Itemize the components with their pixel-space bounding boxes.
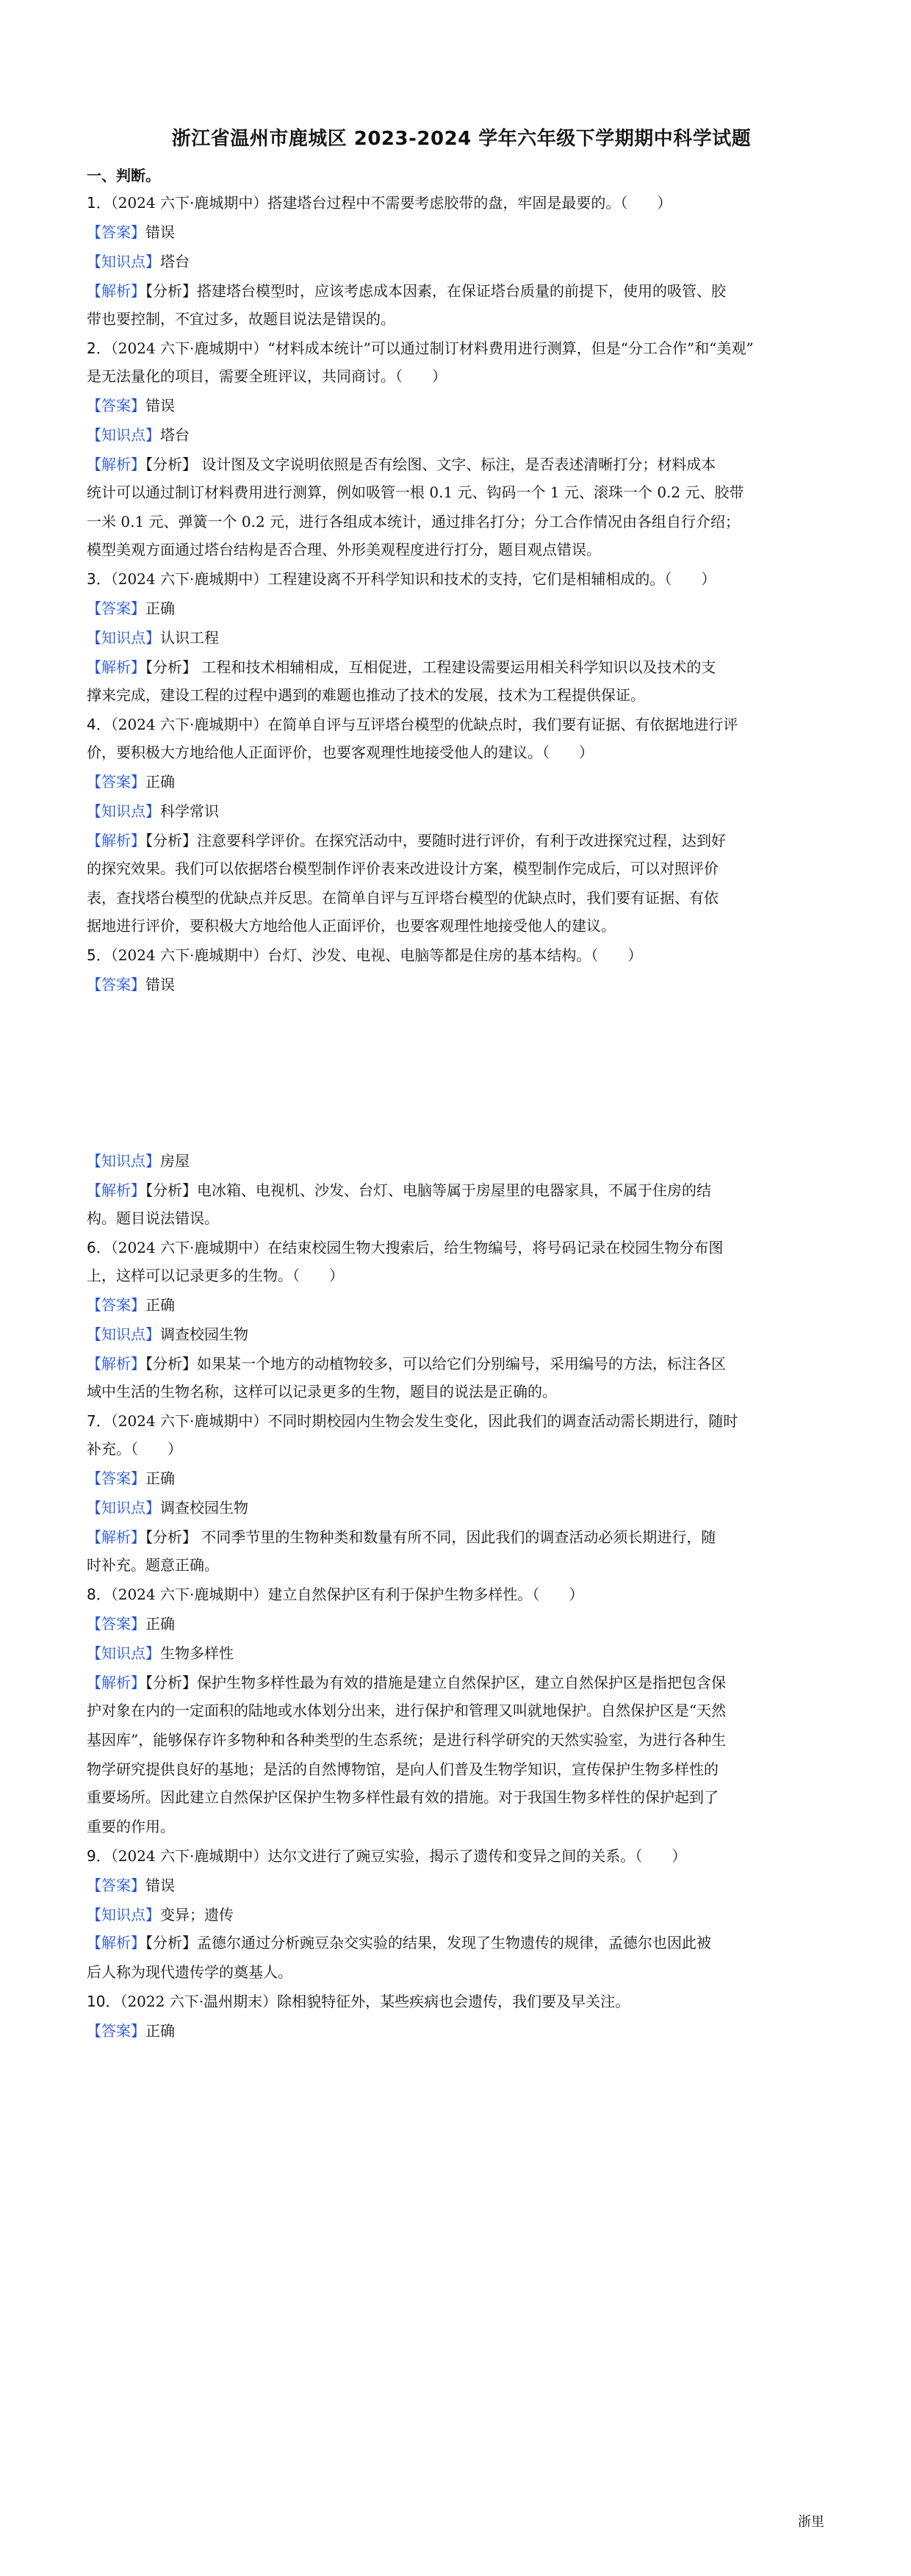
text-line: [87, 859, 836, 878]
line-text: 错误: [145, 397, 175, 414]
line-text: 错误: [145, 223, 175, 241]
analysis-tag: 【解析】: [87, 1674, 145, 1691]
line-text: 正确: [145, 1296, 175, 1314]
knowledge-point-line: [87, 628, 836, 647]
question-line: [87, 569, 836, 589]
question-line: [87, 193, 836, 212]
line-text: 不同季节里的生物种类和数量有所不同，因此我们的调查活动必须长期进行，随: [197, 1528, 716, 1546]
text-line: [87, 540, 836, 559]
line-text: （2024 六下·鹿城期中）搭建塔台过程中不需要考虑胶带的盘，牢固是最要的。（ ）: [110, 194, 672, 212]
answer-line: [87, 975, 836, 994]
text-line: [87, 1439, 836, 1458]
line-text: 科学常识: [160, 802, 219, 820]
line-text: 统计可以通过制订材料费用进行测算，例如吸管一根 0.1 元、钩码一个 1 元、滚珠一个 0.2 元、胶带: [87, 483, 744, 501]
answer-tag: 【答案】: [87, 600, 145, 617]
line-text: 如果某一个地方的动植物较多，可以给它们分别编号，采用编号的方法，标注各区: [197, 1355, 726, 1372]
text-line: [87, 1266, 836, 1285]
analysis-line: [87, 1181, 836, 1200]
line-text: 后人称为现代遗传学的奠基人。: [87, 1963, 292, 1981]
knowledge-tag: 【知识点】: [87, 802, 160, 820]
answer-line: [87, 772, 836, 791]
line-text: 错误: [145, 976, 175, 993]
answer-line: [87, 1469, 836, 1488]
line-text: 调查校园生物: [160, 1325, 248, 1343]
knowledge-tag: 【知识点】: [87, 253, 160, 270]
line-text: 补充。（ ）: [87, 1440, 182, 1458]
answer-line: [87, 1876, 836, 1895]
line-text: （2024 六下·鹿城期中）建立自然保护区有利于保护生物多样性。（ ）: [110, 1586, 584, 1603]
answer-tag: 【答案】: [87, 223, 145, 241]
line-text: 重要的作用。: [87, 1818, 175, 1835]
answer-tag: 【答案】: [87, 397, 145, 414]
analysis-tag: 【解析】: [87, 1528, 145, 1546]
knowledge-point-line: [87, 1644, 836, 1663]
line-text: 基因库”，能够保存许多物种和各种类型的生态系统；是进行科学研究的天然实验室，为进行各种生: [87, 1731, 727, 1749]
answer-line: [87, 223, 836, 242]
text-line: [87, 743, 836, 762]
line-text: （2024 六下·鹿城期中）“材料成本统计”可以通过制订材料费用进行测算，但是“分工合作”和“美观”: [110, 339, 754, 357]
analysis-line: [87, 455, 836, 474]
question-line: [87, 946, 836, 965]
knowledge-point-line: [87, 425, 836, 445]
text-line: [87, 1209, 836, 1228]
line-text: 带也要控制，不宜过多，故题目说法是错误的。: [87, 310, 395, 328]
question-number: 10．: [87, 1993, 120, 2010]
knowledge-point-line: [87, 252, 836, 271]
text-line: [87, 1760, 836, 1779]
line-text: 电冰箱、电视机、沙发、台灯、电脑等属于房屋里的电器家具，不属于住房的结: [197, 1181, 711, 1199]
line-text: 正确: [145, 1469, 175, 1487]
analysis-line: [87, 281, 836, 301]
fenxi-tag: 【分析】: [145, 658, 197, 676]
line-text: （2024 六下·鹿城期中）在简单自评与互评塔台模型的优缺点时，我们要有证据、有依据地进行评: [110, 716, 738, 733]
line-text: 是无法量化的项目，需要全班评议，共同商讨。（ ）: [87, 367, 447, 385]
analysis-tag: 【解析】: [87, 1934, 145, 1951]
analysis-line: [87, 1673, 836, 1692]
knowledge-point-line: [87, 1325, 836, 1344]
knowledge-tag: 【知识点】: [87, 1499, 160, 1517]
text-line: [87, 1555, 836, 1575]
line-text: 孟德尔通过分析豌豆杂交实验的结果，发现了生物遗传的规律，孟德尔也因此被: [197, 1934, 711, 1951]
knowledge-point-line: [87, 1498, 836, 1517]
line-text: 塔台: [160, 426, 190, 444]
line-text: （2024 六下·鹿城期中）达尔文进行了豌豆实验，揭示了遗传和变异之间的关系。（ ）: [110, 1847, 687, 1865]
answer-tag: 【答案】: [87, 976, 145, 993]
line-text: 上，这样可以记录更多的生物。（ ）: [87, 1267, 344, 1284]
line-text: 保护生物多样性最为有效的措施是建立自然保护区，建立自然保护区是指把包含保: [197, 1674, 726, 1691]
analysis-tag: 【解析】: [87, 282, 145, 300]
text-line: [87, 483, 836, 502]
line-text: （2022 六下·温州期末）除相貌特征外，某些疾病也会遗传，我们要及早关注。: [120, 1993, 630, 2010]
analysis-tag: 【解析】: [87, 658, 145, 676]
fenxi-tag: 【分析】: [145, 832, 197, 849]
line-text: 塔台: [160, 253, 190, 270]
answer-tag: 【答案】: [87, 1877, 145, 1894]
fenxi-tag: 【分析】: [145, 1934, 197, 1951]
answer-tag: 【答案】: [87, 2022, 145, 2040]
line-text: 价，要积极大方地给他人正面评价，也要客观理性地接受他人的建议。（ ）: [87, 744, 594, 761]
text-line: [87, 512, 836, 531]
line-text: 撑来完成，建设工程的过程中遇到的难题也推动了技术的发展，技术为工程提供保证。: [87, 686, 645, 704]
knowledge-tag: 【知识点】: [87, 1325, 160, 1343]
analysis-line: [87, 1528, 836, 1547]
line-text: 重要场所。因此建立自然保护区保护生物多样性最有效的措施。对于我国生物多样性的保护起到了: [87, 1788, 719, 1806]
question-line: [87, 1585, 836, 1604]
fenxi-tag: 【分析】: [145, 1528, 197, 1546]
knowledge-tag: 【知识点】: [87, 1152, 160, 1170]
line-text: 调查校园生物: [160, 1499, 248, 1517]
line-text: 物学研究提供良好的基地；是活的自然博物馆，是向人们普及生物学知识，宣传保护生物多样性的: [87, 1760, 719, 1778]
fenxi-tag: 【分析】: [145, 1355, 197, 1372]
page-footer: 浙里: [798, 2514, 824, 2530]
question-number: 6．: [87, 1239, 111, 1256]
question-line: [87, 1992, 836, 2011]
line-text: 正确: [145, 773, 175, 791]
answer-tag: 【答案】: [87, 773, 145, 791]
question-number: 3．: [87, 570, 111, 588]
text-line: [87, 1962, 836, 1982]
fenxi-tag: 【分析】: [145, 282, 197, 300]
text-line: [87, 916, 836, 935]
knowledge-tag: 【知识点】: [87, 629, 160, 647]
text-line: [87, 1730, 836, 1749]
text-line: [87, 367, 836, 386]
fenxi-tag: 【分析】: [145, 1181, 197, 1199]
fenxi-tag: 【分析】: [145, 456, 197, 473]
text-line: [87, 1788, 836, 1807]
line-text: 认识工程: [160, 629, 219, 647]
line-text: 错误: [145, 1877, 175, 1894]
question-number: 4．: [87, 716, 111, 733]
analysis-line: [87, 1354, 836, 1373]
knowledge-point-line: [87, 802, 836, 821]
line-text: 正确: [145, 600, 175, 617]
answer-line: [87, 599, 836, 618]
text-line: [87, 686, 836, 705]
knowledge-tag: 【知识点】: [87, 426, 160, 444]
knowledge-point-line: [87, 1905, 836, 1924]
line-text: 时补充。题意正确。: [87, 1556, 219, 1574]
line-text: 据地进行评价，要积极大方地给他人正面评价，也要客观理性地接受他人的建议。: [87, 917, 616, 935]
text-line: [87, 888, 836, 907]
analysis-line: [87, 658, 836, 677]
answer-line: [87, 2021, 836, 2040]
question-number: 7．: [87, 1412, 111, 1430]
line-text: 域中生活的生物名称，这样可以记录更多的生物，题目的说法是正确的。: [87, 1383, 557, 1400]
question-line: [87, 339, 836, 358]
text-line: [87, 1817, 836, 1836]
analysis-tag: 【解析】: [87, 1355, 145, 1372]
line-text: 模型美观方面通过塔台结构是否合理、外形美观程度进行打分，题目观点错误。: [87, 541, 601, 558]
line-text: 房屋: [160, 1152, 190, 1170]
section-heading: 一、判断。: [87, 167, 160, 184]
question-number: 8．: [87, 1586, 111, 1603]
answer-line: [87, 1295, 836, 1314]
line-text: 搭建塔台模型时，应该考虑成本因素，在保证塔台质量的前提下，使用的吸管、胶: [197, 282, 726, 300]
question-line: [87, 1238, 836, 1257]
line-text: （2024 六下·鹿城期中）不同时期校园内生物会发生变化，因此我们的调查活动需长期进行，随时: [110, 1412, 738, 1430]
line-text: 护对象在内的一定面积的陆地或水体划分出来，进行保护和管理又叫就地保护。自然保护区是“天然: [87, 1702, 727, 1719]
answer-tag: 【答案】: [87, 1296, 145, 1314]
line-text: （2024 六下·鹿城期中）在结束校园生物大搜索后，给生物编号，将号码记录在校园生物分布图: [110, 1239, 724, 1256]
text-line: [87, 1701, 836, 1720]
question-line: [87, 1846, 836, 1866]
analysis-tag: 【解析】: [87, 1181, 145, 1199]
line-text: 正确: [145, 1615, 175, 1633]
line-text: 注意要科学评价。在探究活动中，要随时进行评价，有利于改进探究过程，达到好: [197, 832, 726, 849]
line-text: 工程和技术相辅相成，互相促进，工程建设需要运用相关科学知识以及技术的支: [197, 658, 716, 676]
page-title: 浙江省温州市鹿城区 2023-2024 学年六年级下学期期中科学试题: [171, 128, 752, 150]
question-number: 2．: [87, 339, 111, 357]
line-text: 变异；遗传: [160, 1906, 234, 1924]
question-number: 1．: [87, 194, 111, 212]
analysis-line: [87, 831, 836, 850]
question-line: [87, 1411, 836, 1431]
analysis-tag: 【解析】: [87, 456, 145, 473]
analysis-tag: 【解析】: [87, 832, 145, 849]
answer-line: [87, 396, 836, 415]
fenxi-tag: 【分析】: [145, 1674, 197, 1691]
line-text: （2024 六下·鹿城期中）台灯、沙发、电视、电脑等都是住房的基本结构。（ ）: [110, 946, 643, 964]
answer-tag: 【答案】: [87, 1469, 145, 1487]
question-line: [87, 715, 836, 734]
answer-line: [87, 1614, 836, 1633]
line-text: 表，查找塔台模型的优缺点并反思。在简单自评与互评塔台模型的优缺点时，我们要有证据、有依: [87, 889, 719, 907]
question-number: 9．: [87, 1847, 111, 1865]
line-text: （2024 六下·鹿城期中）工程建设离不开科学知识和技术的支持，它们是相辅相成的。（ ）: [110, 570, 716, 588]
line-text: 一米 0.1 元、弹簧一个 0.2 元，进行各组成本统计，通过排名打分；分工合作情况由各组自行介绍；: [87, 513, 741, 530]
line-text: 正确: [145, 2022, 175, 2040]
knowledge-tag: 【知识点】: [87, 1906, 160, 1924]
text-line: [87, 309, 836, 328]
line-text: 构。题目说法错误。: [87, 1209, 219, 1227]
line-text: 的探究效果。我们可以依据塔台模型制作评价表来改进设计方案，模型制作完成后，可以对照评价: [87, 860, 719, 877]
answer-tag: 【答案】: [87, 1615, 145, 1633]
knowledge-tag: 【知识点】: [87, 1644, 160, 1662]
knowledge-point-line: [87, 1151, 836, 1170]
analysis-line: [87, 1933, 836, 1952]
line-text: 设计图及文字说明依照是否有绘图、文字、标注，是否表述清晰打分；材料成本: [197, 456, 716, 473]
question-number: 5．: [87, 946, 111, 964]
line-text: 生物多样性: [160, 1644, 234, 1662]
text-line: [87, 1382, 836, 1401]
